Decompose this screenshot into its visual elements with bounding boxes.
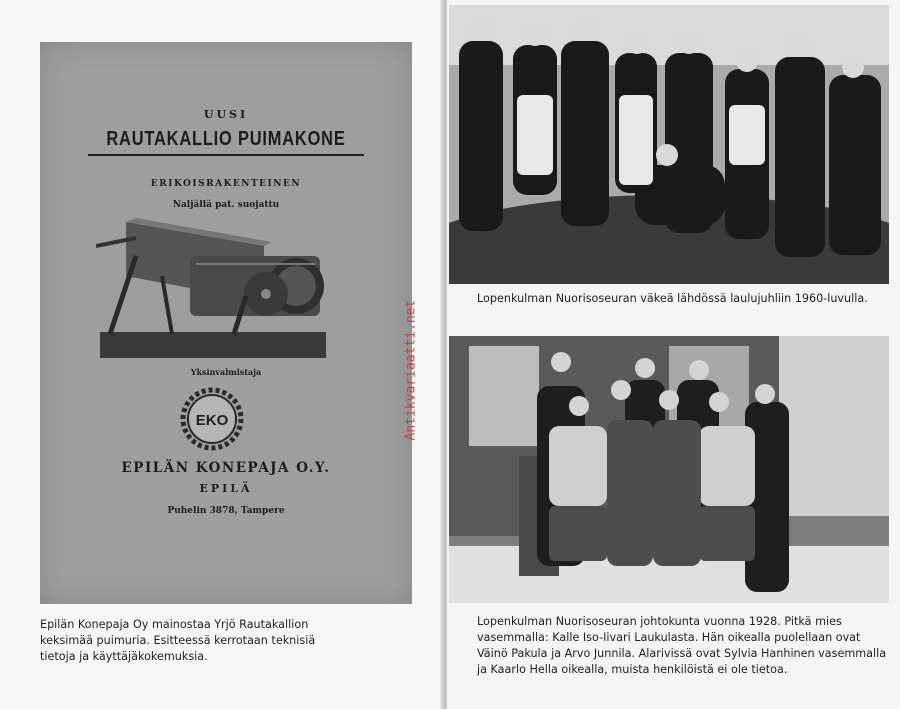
advertisement — [40, 42, 412, 604]
photo-board-1928 — [449, 336, 889, 603]
ad-title: RAUTAKALLIO PUIMAKONE — [106, 128, 346, 150]
ad-maker-label: Yksinvalmistaja — [190, 367, 262, 377]
bottom-photo-caption: Lopenkulman Nuorisoseuran johtokunta vuonna 1928. Pitkä mies vasemmalla: Kalle Iso-Iivari Laukulasta. Hän oikealla puolellaan ovat Väinö Pakula ja Arvo Junnila. Alarivissä ovat Sylvia Hanhinen vasemmalla ja Kaarlo Hella oikealla, muista henkilöistä ei ole tietoa. — [477, 615, 887, 676]
top-photo-caption: Lopenkulman Nuorisoseuran väkeä lähdössä laulujuhliin 1960-luvulla. — [477, 292, 868, 305]
ad-company: EPILÄN KONEPAJA O.Y. — [121, 460, 331, 476]
left-page — [0, 0, 445, 709]
ad-town: EPILÄ — [199, 482, 253, 495]
ad-uusi: UUSI — [203, 108, 249, 121]
ad-title-rule — [88, 154, 364, 156]
left-caption: Epilän Konepaja Oy mainostaa Yrjö Rautakallion keksimää puimuria. Esitteessä kerrotaan teknisiä tietoja ja käyttäjäkokemuksia. — [40, 618, 316, 663]
eko-gear-logo-icon — [180, 387, 244, 451]
watermark-text: Antikvariaatti.net — [403, 299, 419, 441]
ad-subtitle-2: Naljällä pat. suojattu — [172, 200, 280, 210]
watermark — [394, 250, 419, 445]
threshing-machine-illustration — [96, 216, 330, 360]
logo-text: EKO — [195, 412, 229, 429]
ad-subtitle: ERIKOISRAKENTEINEN — [150, 179, 302, 189]
photo-youth-group-1960s — [449, 5, 889, 284]
ad-phone: Puhelin 3878, Tampere — [167, 506, 285, 516]
